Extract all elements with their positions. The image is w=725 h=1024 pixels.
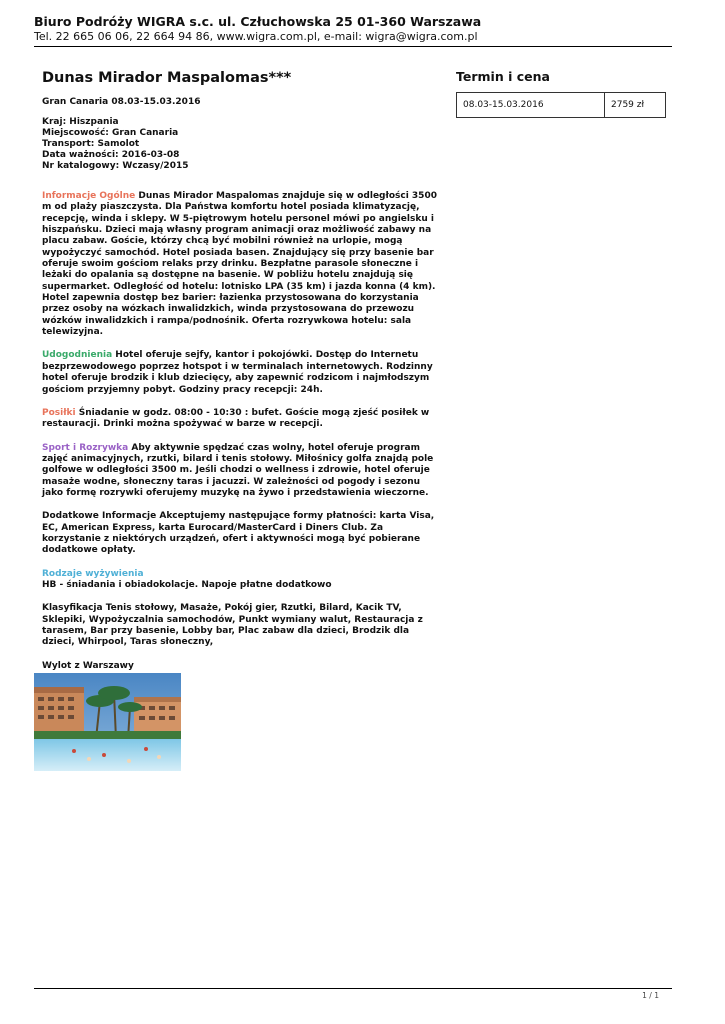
- pricing-title: Termin i cena: [456, 69, 550, 84]
- pricing-table: [456, 92, 666, 118]
- section-general-label: Informacje Ogólne: [42, 191, 136, 201]
- section-board-text: HB - śniadania i obiadokolacje. Napoje płatne dodatkowo: [42, 579, 332, 590]
- table-row: [457, 93, 666, 118]
- page-number: 1 / 1: [642, 991, 659, 1000]
- section-general: [42, 191, 442, 338]
- section-additional: Dodatkowe Informacje Akceptujemy następujące formy płatności: karta Visa, EC, American Express, karta Eurocard/MasterCard i Diners Club. Za korzystanie z niektórych urządzeń, ofert i aktywności mogą być pobierane dodatkowe opłaty.: [42, 511, 435, 556]
- offer-details: [42, 69, 442, 672]
- section-meals-label: Posiłki: [42, 407, 76, 418]
- offer-facts: [42, 117, 442, 172]
- fact-transport: Transport: Samolot: [42, 139, 140, 149]
- section-sport: [42, 443, 442, 500]
- fact-catalog-number: Nr katalogowy: Wczasy/2015: [42, 161, 189, 171]
- pricing-panel: [456, 69, 666, 118]
- section-board: [42, 569, 442, 592]
- header-divider: [34, 46, 672, 47]
- offer-subtitle: Gran Canaria 08.03-15.03.2016: [42, 97, 201, 107]
- section-meals-text: Śniadanie w godz. 08:00 - 10:30 : bufet. Goście mogą zjeść posiłek w restauracji. Drinki można spożywać w barze w recepcji.: [42, 407, 430, 430]
- section-general-text: Dunas Mirador Maspalomas znajduje się w odległości 3500 m od plaży piaszczysta. Dla Państwa komfortu hotel posiada klimatyzację, recepcję, winda i sklepy. W 5-piętrowym hotelu personel mówi po angielsku i hiszpańsku. Dzieci mają własny program animacji oraz możliwość zabawy na placu zabaw. Goście, którzy chcą być mobilni również na urlopie, mogą wypożyczyć samochód. Hotel posiada basen. Znajdujący się przy basenie bar oferuje swoim gościom relaks przy drinku. Bezpłatne parasole słoneczne i leżaki do opalania są dostępne na basenie. W pobliżu hotelu znajdują się supermarket. Odległość od hotelu: lotnisko LPA (35 km) i jazda konna (4 km). Hotel zapewnia dostęp bez barier: łazienka przystosowana do korzystania przez osoby na wózkach inwalidzkich, winda przystosowana do przewozu wózków inwalidzkich i rampa/podnośnik. Oferta rozrywkowa hotelu: sala telewizyjna.: [42, 191, 437, 338]
- section-amenities-label: Udogodnienia: [42, 350, 113, 361]
- hotel-photo: [34, 673, 181, 771]
- fact-location: Miejscowość: Gran Canaria: [42, 128, 179, 138]
- fact-country: Kraj: Hiszpania: [42, 117, 119, 127]
- offer-title: Dunas Mirador Maspalomas***: [42, 70, 292, 86]
- section-board-label: Rodzaje wyżywienia: [42, 568, 144, 579]
- price-dates: 08.03-15.03.2016: [457, 93, 605, 118]
- fact-validity: Data ważności: 2016-03-08: [42, 150, 180, 160]
- section-amenities: [42, 350, 442, 395]
- section-classification: Klasyfikacja Tenis stołowy, Masaże, Pokój gier, Rzutki, Bilard, Kacik TV, Sklepiki, Wypożyczalnia samochodów, Punkt wymiany walut, Restauracja z tarasem, Bar przy basenie, Lobby bar, Plac zabaw dla dzieci, Brodzik dla dzieci, Whirpool, Taras słoneczny,: [42, 603, 423, 648]
- company-contact: Tel. 22 665 06 06, 22 664 94 86, www.wigra.com.pl, e-mail: wigra@wigra.com.pl: [34, 30, 478, 43]
- section-amenities-text: Hotel oferuje sejfy, kantor i pokojówki. Dostęp do Internetu bezprzewodowego poprzez hotspot i w terminalach internetowych. Rodzinny hotel oferuje brodzik i klub dziecięcy, aby zapewnić rodzicom i najmłodszym gościom przyjemny pobyt. Godziny pracy recepcji: 24h.: [42, 350, 433, 395]
- departure-info: Wylot z Warszawy: [42, 660, 134, 671]
- page-header: [34, 14, 674, 44]
- company-name: Biuro Podróży WIGRA s.c. ul. Człuchowska 25 01-360 Warszawa: [34, 14, 482, 29]
- section-sport-label: Sport i Rozrywka: [42, 442, 129, 453]
- section-sport-text: Aby aktywnie spędzać czas wolny, hotel oferuje program zajęć animacyjnych, rzutki, bilard i tenis stołowy. Miłośnicy golfa znajdą pole golfowe w odległości 3500 m. Jeśli chodzi o wellness i zdrowie, hotel oferuje masaże wodne, słoneczny taras i jacuzzi. W zależności od pogody i sezonu jako formę rozrywki oferujemy muzykę na żywo i przedstawienia wieczorne.: [42, 442, 434, 498]
- section-meals: [42, 408, 442, 431]
- price-amount: 2759 zł: [605, 93, 666, 118]
- footer-divider: [34, 988, 672, 989]
